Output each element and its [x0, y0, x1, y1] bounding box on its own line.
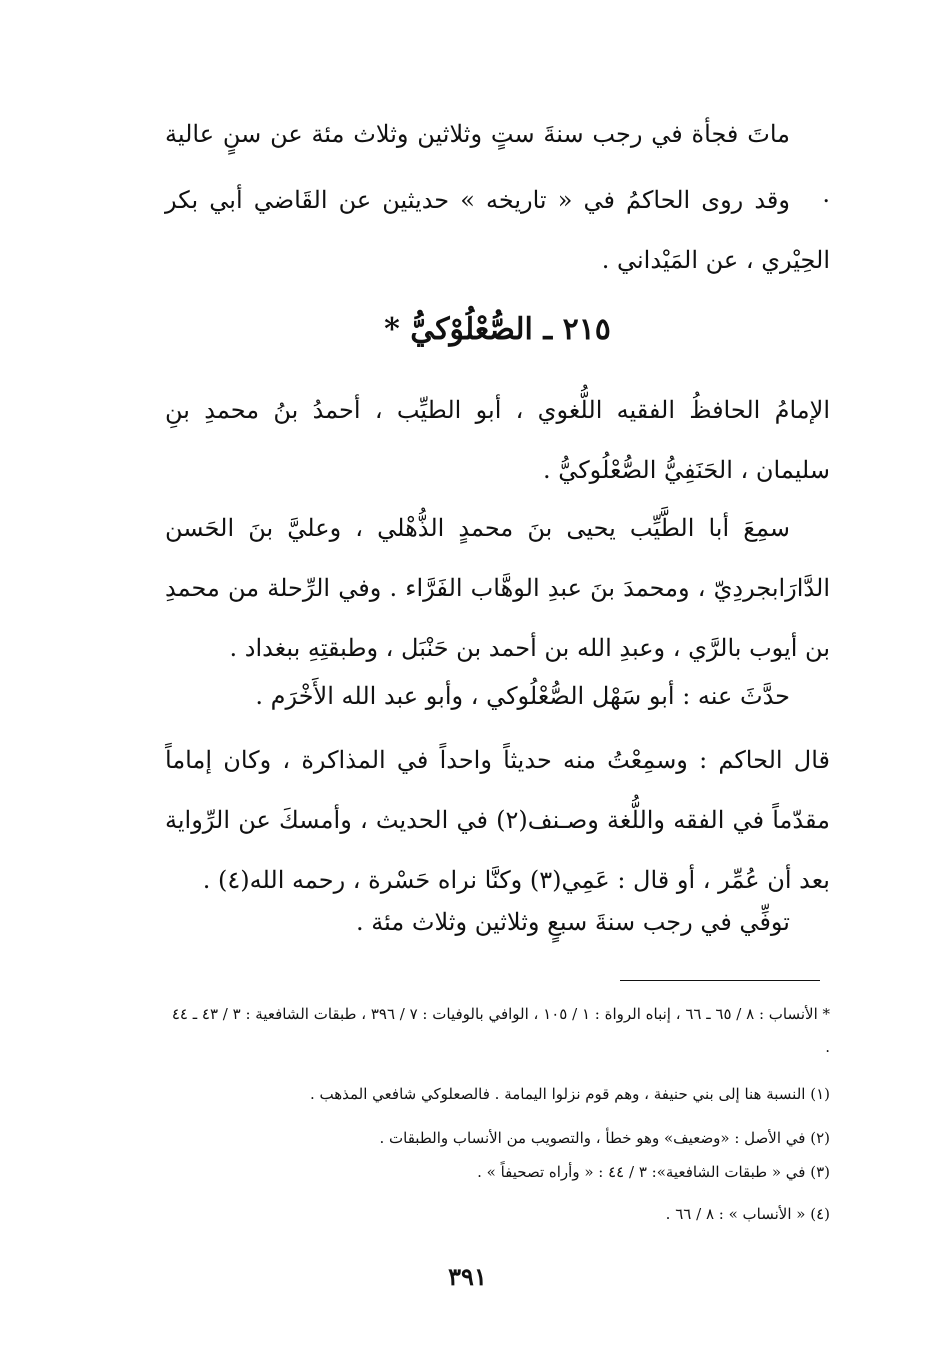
paragraph-biography: الإمامُ الحافظُ الفقيه اللُّغوي ، أبو الطيِّب ، أحمدُ بنُ محمدِ بنِ سليمان ، الحَنَفِيُّ الصُّعْلُوكيُّ . [165, 396, 830, 484]
entry-heading: ٢١٥ ـ الصُّعْلُوْكيُّ * [384, 312, 611, 347]
footnote-divider [620, 980, 820, 981]
footnote-4: (٤) « الأنساب » : ٨ / ٦٦ . [665, 1205, 830, 1223]
footnote-sources: * الأنساب : ٨ / ٦٥ ـ ٦٦ ، إنباه الرواة : ١ / ١٠٥ ، الوافي بالوفيات : ٧ / ٣٩٦ ، طبقات الشافعية : ٣ / ٤٣ ـ ٤٤ . [171, 1005, 830, 1056]
footnote-3: (٣) في « طبقات الشافعية»: ٣ / ٤٤ : « وأراه تصحيفاً » . [477, 1163, 830, 1181]
paragraph-teachers: سمِعَ أبا الطَّيِّب يحيى بنَ محمدٍ الذُّهْلي ، وعليَّ بنَ الحَسن الدَّارَابجردِيّ ، ومحمدَ بنَ عبدِ الوهَّاب الفَرَّاء . وفي الرِّحلة من محمدِ بن أيوب بالرَّي ، وعبدِ الله بن أحمد بن حَنْبَل ، وطبقتِهِ ببغداد . [165, 514, 830, 662]
footnote-2: (٢) في الأصل : «وضعيف» وهو خطأ ، والتصويب من الأنساب والطبقات . [379, 1129, 830, 1147]
page-number: ٣٩١ [448, 1262, 487, 1291]
paragraph-hakim-quote: قال الحاكم : وسمِعْتُ منه حديثاً واحداً في المذاكرة ، وكان إماماً مقدّماً في الفقه واللُّغة وصـنف(٢) في الحديث ، وأمسكَ عن الرِّواية بعد أن عُمِّر ، أو قال : عَمِي(٣) وكنَّا نراه حَسْرة ، رحمه الله(٤) . [165, 746, 831, 894]
paragraph-narration: وقد روى الحاكمُ في « تاريخه » حديثين عن القَاضي أبي بكر الحِيْري ، عن المَيْداني . [165, 186, 830, 274]
paragraph-death-date: توفِّي في رجب سنةَ سبعٍ وثلاثين وثلاث مئة . [356, 908, 790, 936]
paragraph-death: ماتَ فجأة في رجب سنةَ ستٍ وثلاثين وثلاث مئة عن سنٍ عالية . [165, 120, 830, 208]
paragraph-students: حدَّثَ عنه : أبو سَهْل الصُّعْلُوكي ، وأبو عبد الله الأَخْرَم . [255, 682, 790, 710]
footnote-1: (١) النسبة هنا إلى بني حنيفة ، وهم قوم نزلوا اليمامة . فالصعلوكي شافعي المذهب . [309, 1085, 830, 1103]
